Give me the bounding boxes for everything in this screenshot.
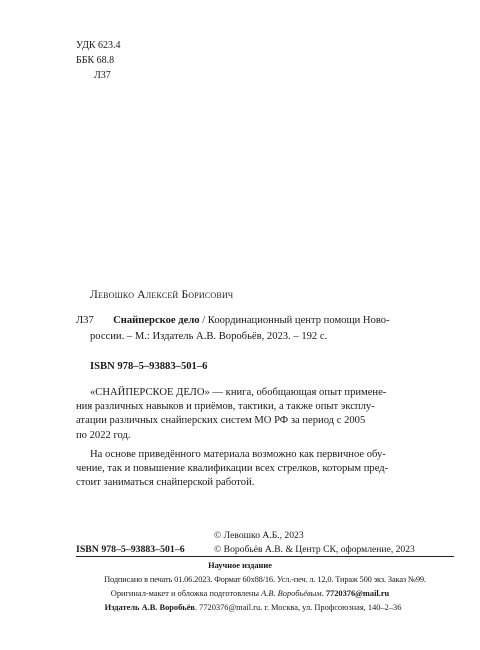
annotation-line: ния различных навыков и приёмов, тактики, а также опыт эксплу- <box>76 401 375 413</box>
annotation-line: чение, так и повышение квалификации всех стрелков, которым пред- <box>76 463 389 475</box>
annotation-line: по 2022 год. <box>76 429 131 441</box>
copyright-design: © Воробьёв А.В. & Центр СК, оформление, 2023 <box>214 544 415 555</box>
annotation-paragraph-1 <box>76 386 452 443</box>
book-title: Снайперское дело <box>113 315 200 326</box>
isbn-main: ISBN 978–5–93883–501–6 <box>90 361 208 372</box>
author-mark: Л37 <box>94 70 111 81</box>
print-line: Подписано в печать 01.06.2023. Формат 60х88/16. Усл.-печ. л. 12,0. Тираж 500 экз. Заказ №99. <box>104 575 426 584</box>
layout-email: 7720376@mail.ru <box>325 589 390 598</box>
edition-type: Научное издание <box>208 561 272 570</box>
bbk-code: ББК 68.8 <box>76 55 115 66</box>
isbn-footer: ISBN 978–5–93883–501–6 <box>76 544 185 555</box>
publisher-line <box>0 603 480 613</box>
annotation-line: «СНАЙПЕРСКОЕ ДЕЛО» — книга, обобщающая опыт примене- <box>90 387 387 398</box>
bib-line-2: россии. – М.: Издатель А.В. Воробьёв, 2023. – 192 с. <box>90 331 328 342</box>
annotation-line: атации различных снайперских систем МО РФ за период с 2005 <box>76 415 366 427</box>
bib-line-1 <box>76 314 390 328</box>
bib-author-mark: Л37 <box>76 315 94 326</box>
annotation-line: На основе приведённого материала возможно как первичное обу- <box>90 449 386 460</box>
copyright-author: © Левошко А.Б., 2023 <box>214 530 304 541</box>
imprint-divider <box>76 556 454 557</box>
bib-line-1-rest: / Координационный центр помощи Ново- <box>199 315 390 326</box>
annotation-line: стоит заниматься снайперской работой. <box>76 477 255 489</box>
udk-code: УДК 623.4 <box>76 40 121 51</box>
layout-prefix: Оригинал-макет и обложка подготовлены <box>110 589 262 598</box>
annotation-paragraph-2 <box>76 448 452 491</box>
publisher-address: . 7720376@mail.ru. г. Москва, ул. Профсоюзная, 140–2–36 <box>194 603 402 612</box>
layout-credit <box>0 589 480 599</box>
author-heading: Левошко Алексей Борисович <box>90 289 234 301</box>
layout-name: А.В. Воробьёвым <box>261 589 322 598</box>
layout-separator: . <box>321 589 326 598</box>
publisher-name: Издатель А.В. Воробьёв <box>104 603 195 612</box>
